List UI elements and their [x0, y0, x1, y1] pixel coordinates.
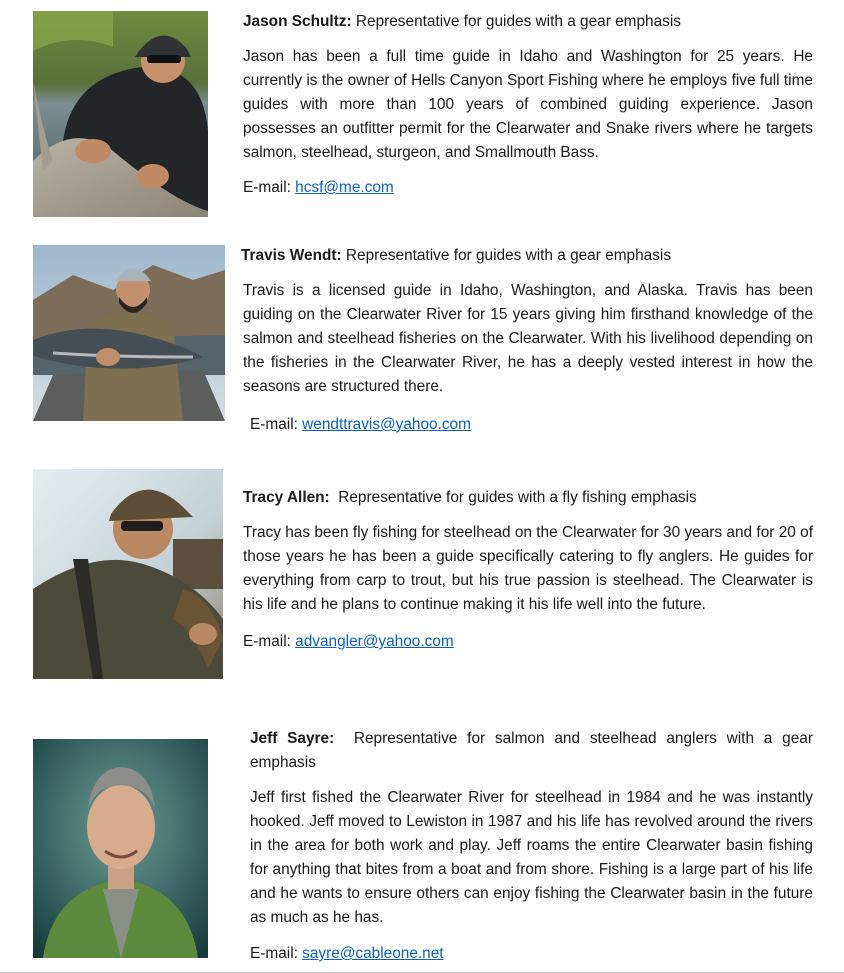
rep-title — [243, 10, 813, 34]
rep-entry-jason-schultz — [243, 10, 813, 200]
rep-bio: Jeff first fished the Clearwater River for steelhead in 1984 and he was instantly hooked. Jeff moved to Lewiston in 1987 and his life has revolved around the rivers in the area for both work and play. Jeff roams the entire Clearwater basin fishing for anything that bites from a boat and from shore. Fishing is a large part of his life and he wants to ensure others can enjoy fishing the Clearwater basin in the future as much as he has. — [250, 789, 813, 926]
rep-role: Representative for salmon and steelhead anglers with a gear emphasis — [250, 730, 813, 771]
rep-bio: Travis is a licensed guide in Idaho, Washington, and Alaska. Travis has been guiding on the Clearwater River for 15 years giving him firsthand knowledge of the salmon and steelhead fisheries on the Clearwater. With his livelihood depending on the fisheries in the Clearwater River, he has a deeply vested interest in how the seasons are structured there. — [243, 282, 813, 395]
rep-title — [250, 727, 813, 775]
rep-entry-tracy-allen — [243, 486, 813, 654]
email-label: E-mail: — [250, 416, 298, 433]
rep-email-line — [243, 630, 813, 654]
rep-entry-travis-wendt — [241, 244, 813, 437]
email-link[interactable]: hcsf@me.com — [295, 179, 394, 196]
email-label: E-mail: — [250, 945, 298, 962]
rep-name: Jason Schultz: — [243, 13, 352, 30]
photo-travis-wendt — [33, 245, 225, 421]
rep-email-line — [243, 176, 813, 200]
email-label: E-mail: — [243, 179, 291, 196]
rep-title — [241, 244, 813, 268]
rep-entry-jeff-sayre — [250, 727, 813, 966]
photo-tracy-allen — [33, 469, 223, 679]
email-link[interactable]: sayre@cableone.net — [302, 945, 444, 962]
rep-role: Representative for guides with a gear emphasis — [345, 247, 672, 264]
rep-name: Travis Wendt: — [241, 247, 342, 264]
email-label: E-mail: — [243, 633, 291, 650]
email-link[interactable]: wendttravis@yahoo.com — [302, 416, 471, 433]
rep-role: Representative for guides with a gear emphasis — [355, 13, 681, 30]
rep-role: Representative for guides with a fly fishing emphasis — [338, 489, 697, 506]
rep-bio: Jason has been a full time guide in Idaho and Washington for 25 years. He currently is the owner of Hells Canyon Sport Fishing where he employs five full time guides with more than 100 years of combined guiding experience. Jason possesses an outfitter permit for the Clearwater and Snake rivers where he targets salmon, steelhead, sturgeon, and Smallmouth Bass. — [243, 48, 813, 161]
photo-jeff-sayre — [33, 739, 208, 958]
rep-title — [243, 486, 813, 510]
photo-jason-schultz — [33, 11, 208, 217]
email-link[interactable]: advangler@yahoo.com — [295, 633, 454, 650]
rep-email-line — [250, 942, 813, 966]
rep-name: Tracy Allen: — [243, 489, 330, 506]
rep-bio: Tracy has been fly fishing for steelhead on the Clearwater for 30 years and for 20 of those years he has been a guide specifically catering to fly anglers. He guides for everything from carp to trout, but his true passion is steelhead. The Clearwater is his life and he plans to continue making it his life well into the future. — [243, 524, 813, 613]
rep-name: Jeff Sayre: — [250, 730, 335, 747]
rep-email-line — [241, 413, 813, 437]
